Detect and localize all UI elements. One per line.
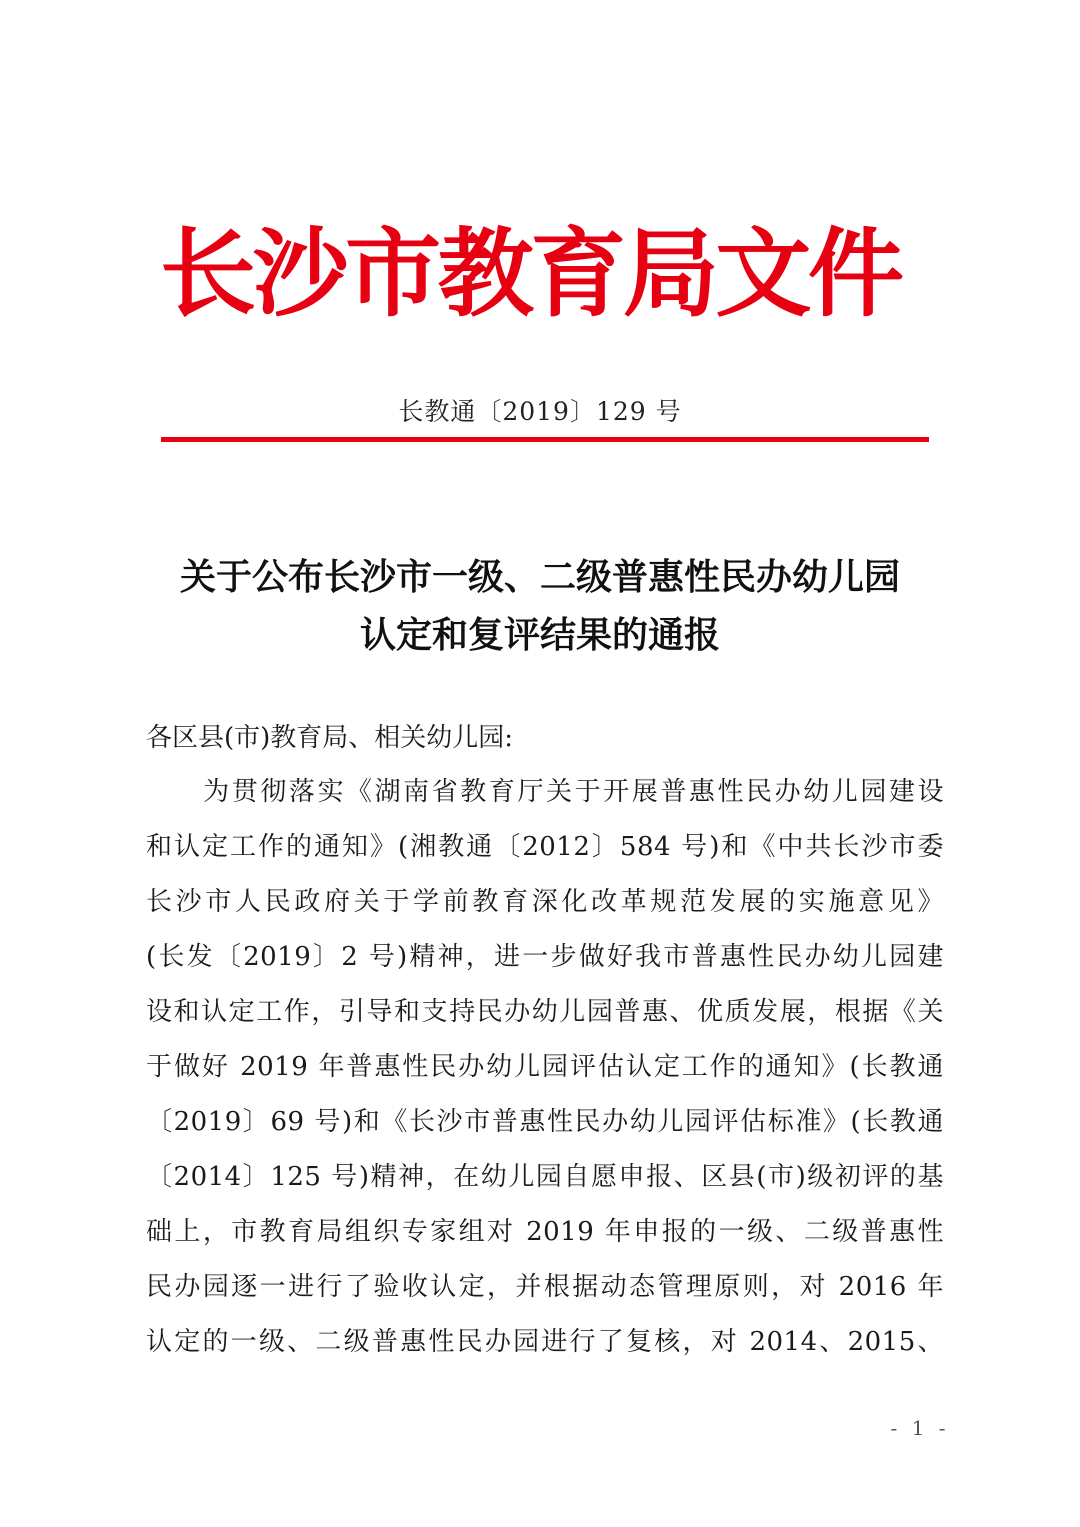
masthead-title <box>160 217 904 330</box>
masthead-char: 沙 <box>252 217 349 330</box>
masthead-char: 市 <box>345 217 442 330</box>
body-line: 和认定工作的通知》(湘教通〔2012〕584 号)和《中共长沙市委 <box>146 832 944 862</box>
body-line: 长沙市人民政府关于学前教育深化改革规范发展的实施意见》 <box>146 887 944 917</box>
notice-title <box>120 548 960 664</box>
body-line: 为贯彻落实《湖南省教育厅关于开展普惠性民办幼儿园建设 <box>146 777 944 807</box>
page-number: - 1 - <box>890 1416 950 1440</box>
notice-title-line-2: 认定和复评结果的通报 <box>359 614 720 656</box>
body-line: 设和认定工作，引导和支持民办幼儿园普惠、优质发展，根据《关 <box>146 997 944 1027</box>
body-line: 于做好 2019 年普惠性民办幼儿园评估认定工作的通知》(长教通 <box>146 1052 944 1082</box>
red-divider-line <box>161 437 929 442</box>
body-line: 〔2014〕125 号)精神，在幼儿园自愿申报、区县(市)级初评的基 <box>146 1162 944 1192</box>
masthead-char: 育 <box>530 217 627 330</box>
body-line: 〔2019〕69 号)和《长沙市普惠性民办幼儿园评估标准》(长教通 <box>146 1107 944 1137</box>
body-text <box>146 772 944 1377</box>
masthead-char: 局 <box>622 217 719 330</box>
masthead-char: 件 <box>807 217 904 330</box>
body-line: 民办园逐一进行了验收认定，并根据动态管理原则，对 2016 年 <box>146 1272 944 1302</box>
masthead-char: 文 <box>715 217 812 330</box>
masthead-char: 教 <box>437 217 534 330</box>
body-line: 础上，市教育局组织专家组对 2019 年申报的一级、二级普惠性 <box>146 1217 944 1247</box>
document-number: 长教通〔2019〕129 号 <box>398 397 682 426</box>
body-line: (长发〔2019〕2 号)精神，进一步做好我市普惠性民办幼儿园建 <box>146 942 944 972</box>
masthead-char: 长 <box>160 217 256 330</box>
notice-title-line-1: 关于公布长沙市一级、二级普惠性民办幼儿园 <box>179 556 900 598</box>
salutation: 各区县(市)教育局、相关幼儿园: <box>146 723 514 753</box>
body-line: 认定的一级、二级普惠性民办园进行了复核，对 2014、2015、 <box>146 1327 944 1357</box>
